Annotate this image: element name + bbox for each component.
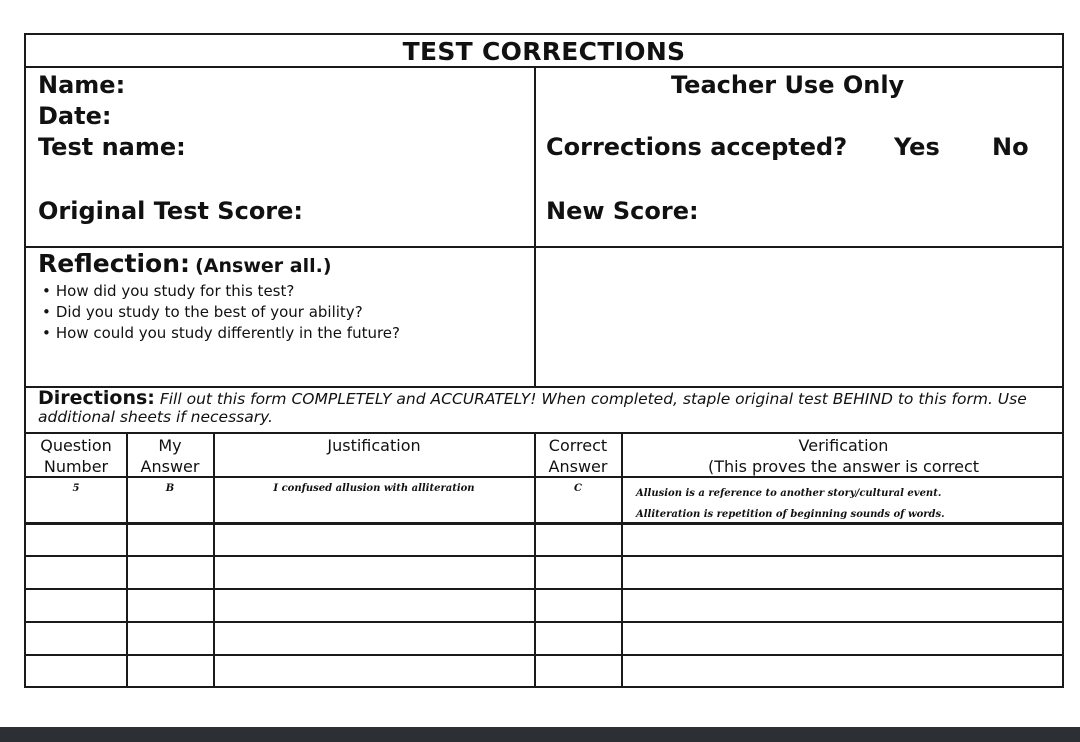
header-correct-answer: Correct Answer <box>548 436 608 476</box>
example-question-number: 5 <box>72 483 80 494</box>
test-name-label: Test name: <box>38 133 186 161</box>
directions <box>38 389 1048 426</box>
reflection-question: • How could you study differently in the future? <box>38 323 418 344</box>
corrections-accepted-label: Corrections accepted? <box>546 133 848 161</box>
table-row-line <box>26 654 1062 656</box>
divider <box>26 432 1062 434</box>
example-justification: I confused allusion with alliteration <box>273 483 475 494</box>
date-label: Date: <box>38 102 112 130</box>
reflection-questions <box>38 281 418 344</box>
table-row-line <box>26 555 1062 557</box>
divider <box>26 66 1062 68</box>
name-label: Name: <box>38 71 126 99</box>
divider <box>26 386 1062 388</box>
table-row-line <box>26 621 1062 623</box>
table-column-divider <box>213 432 215 688</box>
reflection-subtitle: (Answer all.) <box>195 255 332 277</box>
no-option[interactable]: No <box>992 133 1029 161</box>
table-row-line <box>26 588 1062 590</box>
header-verification: Verification <box>798 436 889 455</box>
new-score-label: New Score: <box>546 197 699 225</box>
divider <box>26 522 1062 525</box>
directions-label: Directions: <box>38 387 155 409</box>
reflection-title: Reflection: <box>38 249 191 278</box>
header-my-answer: My Answer <box>140 436 200 476</box>
divider <box>26 246 1062 248</box>
example-correct-answer: C <box>574 483 582 494</box>
example-verification <box>636 483 945 525</box>
reflection-heading <box>38 249 332 278</box>
form-title: TEST CORRECTIONS <box>402 37 686 66</box>
bottom-bar <box>0 727 1080 742</box>
header-justification: Justification <box>327 436 421 455</box>
reflection-question: • Did you study to the best of your ability? <box>38 302 418 323</box>
directions-text: Fill out this form COMPLETELY and ACCURATELY! When completed, staple original test BEHIND to this form. Use additional sheets if necessary. <box>38 390 1027 426</box>
yes-option[interactable]: Yes <box>894 133 940 161</box>
example-my-answer: B <box>165 483 175 494</box>
verification-line: Alliteration is repetition of beginning sounds of words. <box>636 509 945 520</box>
divider <box>26 476 1062 478</box>
teacher-heading: Teacher Use Only <box>671 71 905 99</box>
header-question-number: Question Number <box>40 436 112 476</box>
header-verification-note: (This proves the answer is correct <box>707 457 980 476</box>
original-score-label: Original Test Score: <box>38 197 304 225</box>
reflection-question: • How did you study for this test? <box>38 281 418 302</box>
test-corrections-form <box>24 33 1064 688</box>
verification-line: Allusion is a reference to another story/cultural event. <box>636 488 942 499</box>
column-divider <box>534 66 536 386</box>
